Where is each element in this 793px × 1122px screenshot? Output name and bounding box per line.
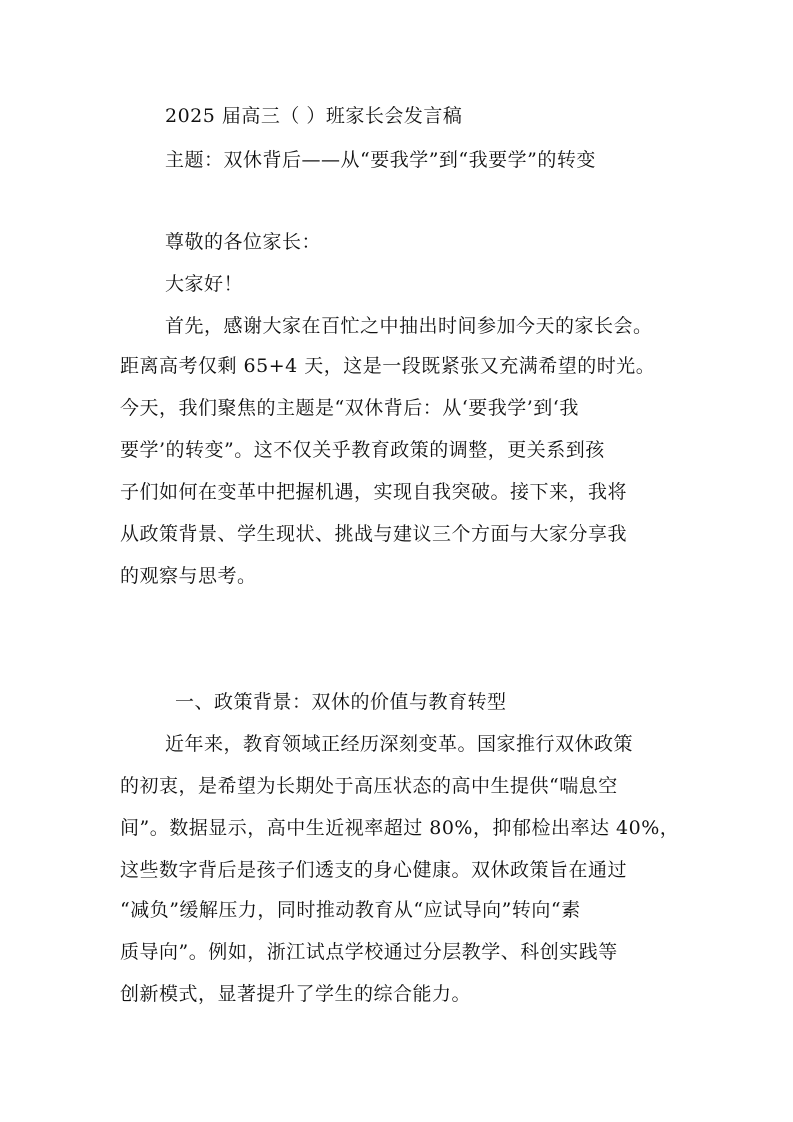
salutation: 尊敬的各位家长：	[165, 231, 322, 253]
greeting: 大家好！	[165, 273, 244, 295]
section-line: 近年来，教育领域正经历深刻变革。国家推行双休政策	[165, 733, 634, 755]
section-line: 创新模式，显著提升了学生的综合能力。	[120, 983, 472, 1005]
intro-line: 首先，感谢大家在百忙之中抽出时间参加今天的家长会。	[165, 315, 653, 337]
intro-line: 的观察与思考。	[120, 565, 257, 587]
document-title: 2025 届高三（ ）班家长会发言稿	[165, 105, 463, 127]
section-line: 的初衷，是希望为长期处于高压状态的高中生提供“喘息空	[120, 775, 618, 797]
intro-line: 要学’的转变”。这不仅关乎教育政策的调整，更关系到孩	[120, 439, 605, 461]
section-heading: 一、政策背景：双休的价值与教育转型	[175, 691, 507, 713]
intro-line: 距离高考仅剩 65+4 天，这是一段既紧张又充满希望的时光。	[120, 355, 656, 377]
section-line: 间”。数据显示，高中生近视率超过 80%，抑郁检出率达 40%，	[120, 817, 680, 839]
intro-line: 从政策背景、学生现状、挑战与建议三个方面与大家分享我	[120, 523, 628, 545]
section-line: “减负”缓解压力，同时推动教育从“应试导向”转向“素	[120, 899, 581, 921]
section-line: 这些数字背后是孩子们透支的身心健康。双休政策旨在通过	[120, 859, 628, 881]
intro-line: 子们如何在变革中把握机遇，实现自我突破。接下来，我将	[120, 481, 628, 503]
section-line: 质导向”。例如，浙江试点学校通过分层教学、科创实践等	[120, 941, 618, 963]
document-subtitle: 主题：双休背后——从“要我学”到“我要学”的转变	[165, 149, 596, 171]
intro-line: 今天，我们聚焦的主题是“双休背后：从‘要我学’到‘我	[120, 397, 579, 419]
